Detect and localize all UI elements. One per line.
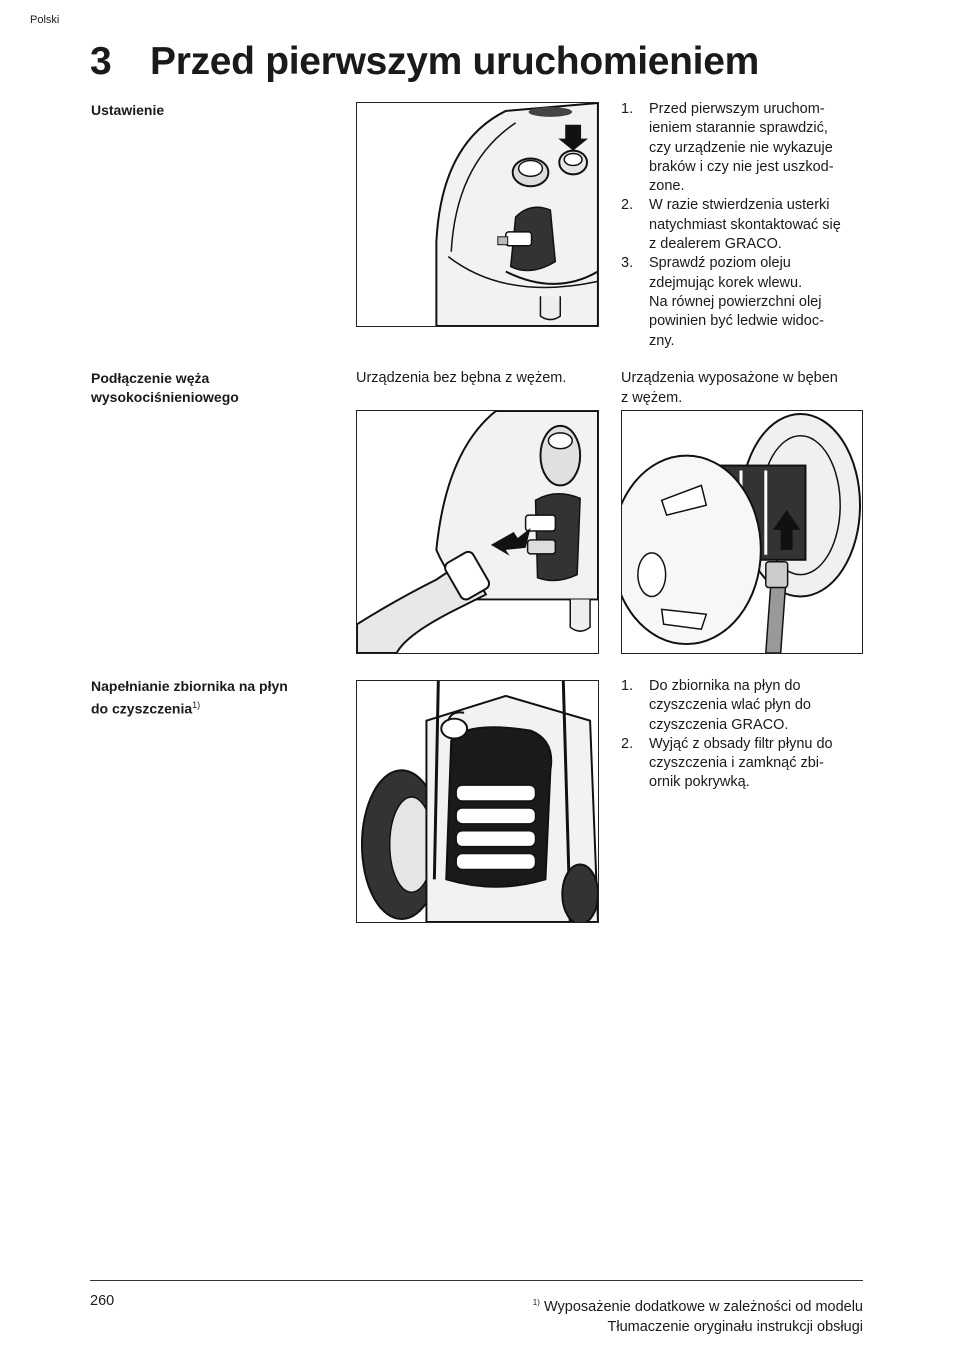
page-number: 260 xyxy=(90,1293,115,1309)
chapter-title-text: Przed pierwszym uruchomieniem xyxy=(150,40,759,83)
list-item: 1. Przed pierwszym uruchom- ieniem starannie sprawdzić, czy urządzenie nie wykazuje braków i czy nie jest uszkod- zone. xyxy=(621,101,834,195)
translation-note: Tłumaczenie oryginału instrukcji obsługi xyxy=(607,1318,863,1335)
caption-with-reel: Urządzenia wyposażone w bęben z wężem. xyxy=(621,370,838,406)
chapter-number: 3 xyxy=(90,40,112,83)
figure-hose-connection xyxy=(356,410,599,654)
chapter-title xyxy=(90,40,759,84)
detergent-tank-illustration xyxy=(357,681,598,922)
list-item: 3. Sprawdź poziom oleju zdejmując korek wlewu. Na równej powierzchni olej powinien być ledwie widoc- zny. xyxy=(621,255,824,349)
figure-detergent-tank xyxy=(356,680,599,923)
footnote-reference: 1) xyxy=(192,700,201,710)
figure-oil-cap xyxy=(356,102,599,327)
figure-hose-reel xyxy=(621,410,863,654)
detergent-steps-list xyxy=(621,677,866,793)
pressure-washer-oil-cap-illustration xyxy=(357,103,598,326)
section-heading-hose: Podłączenie węża wysokociśnieniowego xyxy=(91,370,239,405)
caption-without-reel: Urządzenia bez bębna z wężem. xyxy=(356,370,567,386)
section-heading-detergent: Napełnianie zbiornika na płyn do czyszczenia$^{1)}$ xyxy=(91,678,288,717)
footer-notes xyxy=(533,1293,863,1337)
setup-steps-list xyxy=(621,100,866,351)
language-label: Polski xyxy=(30,14,60,26)
section-heading-setup: Ustawienie xyxy=(91,102,165,118)
list-item: 1. Do zbiornika na płyn do czyszczenia wlać płyn do czyszczenia GRACO. xyxy=(621,678,811,733)
footer-divider xyxy=(90,1280,863,1281)
hose-reel-illustration xyxy=(622,411,862,653)
hose-connection-illustration xyxy=(357,411,598,653)
list-item: 2. Wyjąć z obsady filtr płynu do czyszczenia i zamknąć zbi- ornik pokrywką. xyxy=(621,735,833,791)
list-item: 2. W razie stwierdzenia usterki natychmiast skontaktować się z dealerem GRACO. xyxy=(621,197,841,253)
footnote: $^{1)}$ Wyposażenie dodatkowe w zależności od modelu xyxy=(532,1298,863,1315)
